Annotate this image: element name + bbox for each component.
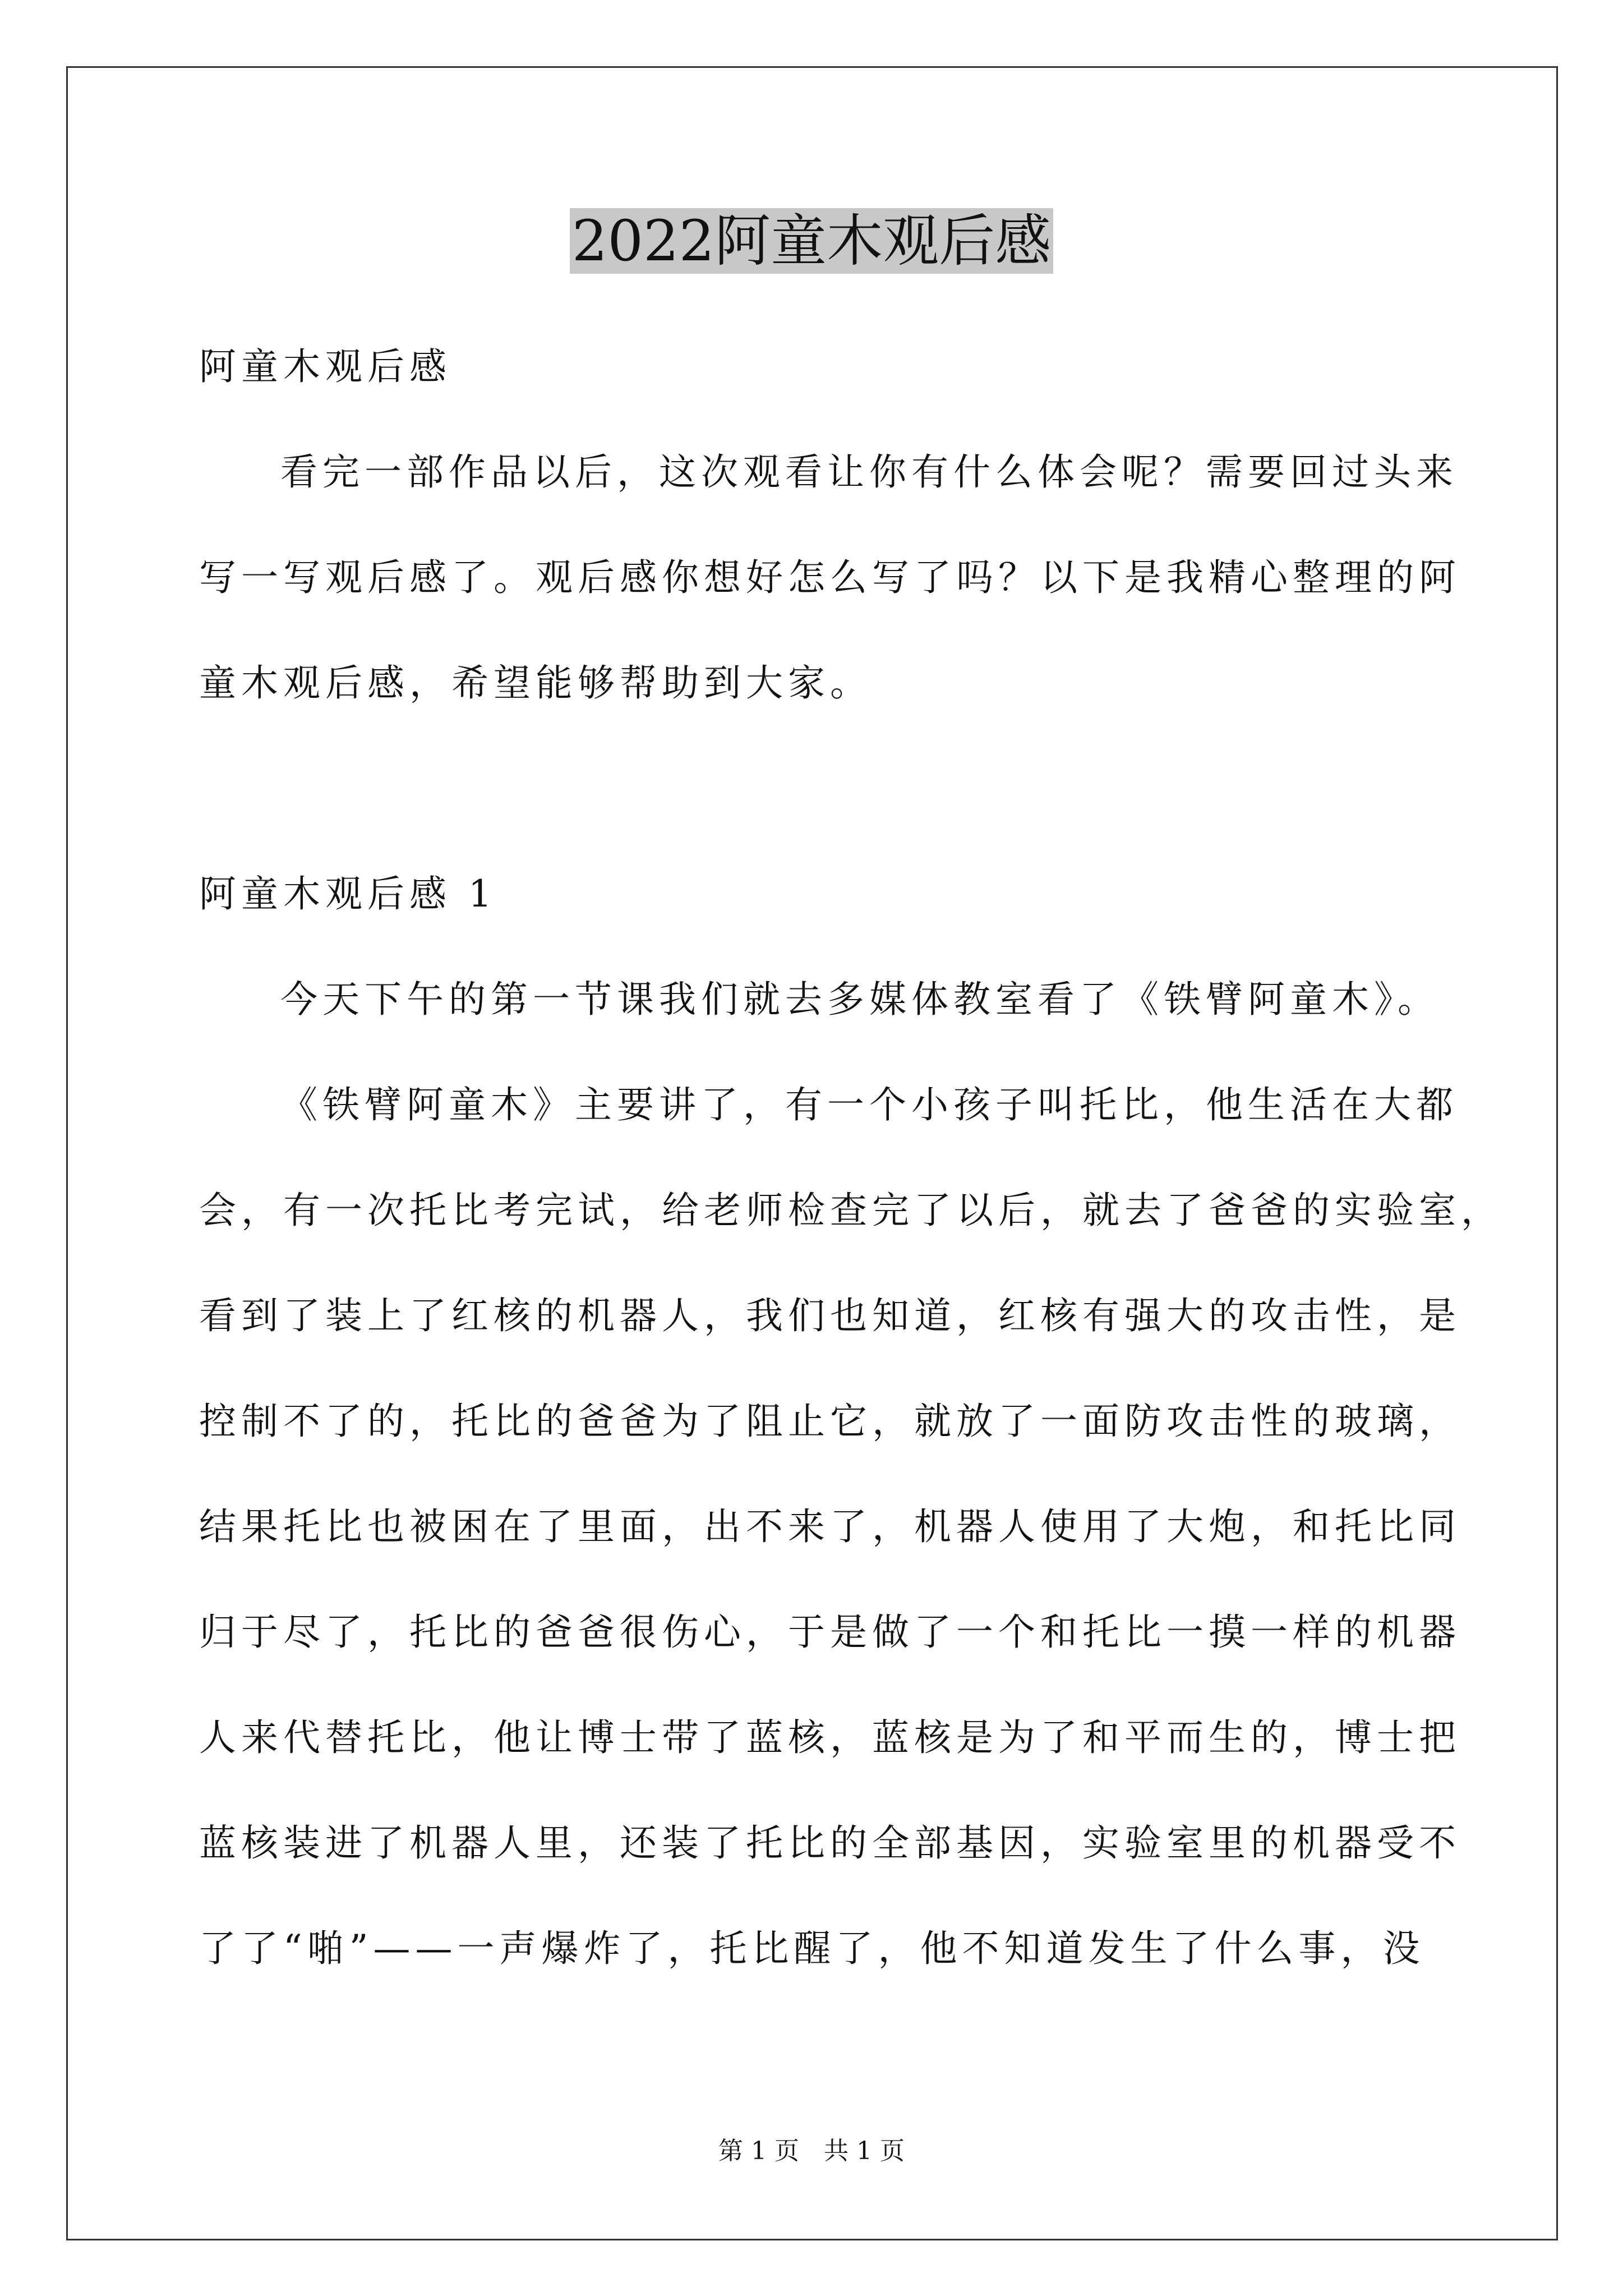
paragraph-line: 看到了装上了红核的机器人，我们也知道，红核有强大的攻击性，是 <box>199 1294 1461 1337</box>
document-body <box>199 314 1503 2001</box>
section-heading: 阿童木观后感 <box>199 345 451 388</box>
paragraph-line: 结果托比也被困在了里面，出不来了，机器人使用了大炮，和托比同 <box>199 1505 1461 1548</box>
paragraph-line: 《铁臂阿童木》主要讲了，有一个小孩子叫托比，他生活在大都 <box>280 1083 1458 1126</box>
document-title <box>0 199 1623 283</box>
paragraph-line: 了了“啪”——一声爆炸了，托比醒了，他不知道发生了什么事，没 <box>199 1927 1425 1970</box>
paragraph-line: 归于尽了，托比的爸爸很伤心，于是做了一个和托比一摸一样的机器 <box>199 1611 1461 1654</box>
paragraph-line: 今天下午的第一节课我们就去多媒体教室看了《铁臂阿童木》。 <box>280 978 1440 1021</box>
paragraph-line: 人来代替托比，他让博士带了蓝核，蓝核是为了和平而生的，博士把 <box>199 1716 1461 1759</box>
paragraph-line: 会，有一次托比考完试，给老师检查完了以后，就去了爸爸的实验室， <box>199 1189 1503 1232</box>
paragraph-line: 童木观后感，希望能够帮助到大家。 <box>199 661 872 705</box>
blank-line <box>199 736 1433 841</box>
paragraph-line: 看完一部作品以后，这次观看让你有什么体会呢？需要回过头来 <box>280 450 1458 494</box>
paragraph-line: 蓝核装进了机器人里，还装了托比的全部基因，实验室里的机器受不 <box>199 1821 1461 1865</box>
paragraph-line: 控制不了的，托比的爸爸为了阻止它，就放了一面防攻击性的玻璃， <box>199 1400 1461 1443</box>
page-footer: 第 1 页 共 1 页 <box>718 2137 905 2165</box>
paragraph-line: 写一写观后感了。观后感你想好怎么写了吗？以下是我精心整理的阿 <box>199 556 1461 599</box>
document-title-text: 2022阿童木观后感 <box>570 208 1054 274</box>
section-heading: 阿童木观后感 1 <box>199 872 497 915</box>
